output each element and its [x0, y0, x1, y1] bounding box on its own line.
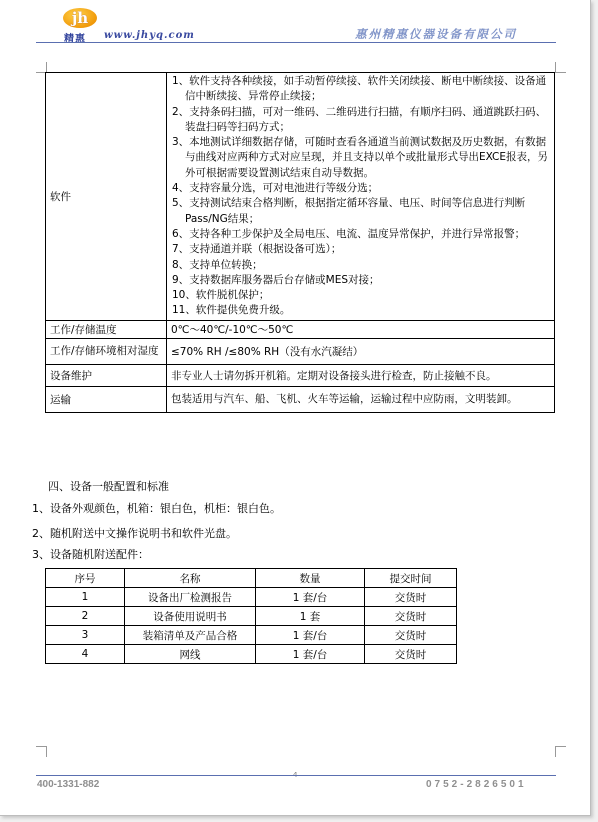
table-cell: 网线	[125, 645, 256, 664]
margin-mark-top-right	[555, 62, 566, 73]
table-cell: 4	[46, 645, 125, 664]
humidity-value: ≤70% RH /≤80% RH（没有水汽凝结）	[167, 338, 555, 364]
table-cell: 交货时	[365, 645, 457, 664]
temperature-value: 0℃～40℃/-10℃～50℃	[167, 320, 555, 338]
table-row	[46, 607, 457, 626]
software-item: 10、软件脱机保护；	[172, 289, 270, 302]
header-cell: 名称	[125, 569, 256, 588]
transport-label: 运输	[46, 386, 167, 412]
accessories-header-row	[46, 569, 457, 588]
logo-url: www.jhyq.com	[104, 30, 195, 41]
company-logo: jh	[63, 8, 97, 28]
software-item: 7、支持通道并联（根据设备可选）；	[172, 243, 342, 256]
table-cell: 1 套/台	[256, 626, 365, 645]
header-rule	[36, 42, 556, 43]
software-item: 9、支持数据库服务器后台存储或MES对接；	[172, 273, 380, 286]
software-item: 4、支持容量分选，可对电池进行等级分选；	[172, 182, 379, 195]
maintenance-label: 设备维护	[46, 364, 167, 386]
software-item: 11、软件提供免费升级。	[172, 304, 291, 317]
table-cell: 2	[46, 607, 125, 626]
config-line-3: 3、设备随机附送配件：	[32, 548, 149, 561]
hotline-number: 400-1331-882	[37, 779, 100, 790]
office-phone-number: 0752-2826501	[426, 779, 527, 790]
spec-table	[45, 72, 555, 413]
margin-mark-bottom-left	[36, 746, 47, 757]
table-row	[46, 645, 457, 664]
software-item: 3、本地测试详细数据存储，可随时查看各通道当前测试数据及历史数据，有数据与曲线对应两种方式对应呈现，并且支持以单个或批量形式导出EXCE报表，另外可根据需要设置测试结束自动导数据。	[172, 136, 549, 179]
footer-rule	[36, 775, 556, 776]
software-item: 8、支持单位转换；	[172, 258, 263, 271]
software-items	[167, 73, 555, 321]
header-cell: 提交时间	[365, 569, 457, 588]
maintenance-row	[46, 364, 555, 386]
header-cell: 序号	[46, 569, 125, 588]
temperature-row	[46, 320, 555, 338]
table-cell: 交货时	[365, 626, 457, 645]
transport-value: 包装适用与汽车、船、飞机、火车等运输，运输过程中应防雨，文明装卸。	[167, 386, 555, 412]
humidity-row	[46, 338, 555, 364]
config-line-1: 1、设备外观颜色，机箱：银白色，机柜：银白色。	[32, 502, 281, 515]
table-cell: 交货时	[365, 607, 457, 626]
humidity-label: 工作/存储环境相对湿度	[46, 338, 167, 364]
page-number: 4	[293, 771, 298, 779]
company-name: 惠州精惠仪器设备有限公司	[355, 27, 517, 41]
table-cell: 1 套/台	[256, 645, 365, 664]
transport-row	[46, 386, 555, 412]
config-line-2: 2、随机附送中文操作说明书和软件光盘。	[32, 527, 237, 540]
logo-name: 精惠	[64, 34, 86, 45]
table-cell: 1 套	[256, 607, 365, 626]
table-row	[46, 626, 457, 645]
table-cell: 设备出厂检测报告	[125, 588, 256, 607]
header-cell: 数量	[256, 569, 365, 588]
temperature-label: 工作/存储温度	[46, 320, 167, 338]
software-item: 5、支持测试结束合格判断，根据指定循环容量、电压、时间等信息进行判断Pass/NG结果；	[172, 197, 526, 225]
software-item: 6、支持各种工步保护及全局电压、电流、温度异常保护，并进行异常报警；	[172, 227, 526, 240]
software-item: 2、支持条码扫描，可对一维码、二维码进行扫描，有顺序扫码、通道跳跃扫码、装盘扫码等扫码方式；	[172, 105, 547, 133]
section-title: 四、设备一般配置和标准	[48, 480, 169, 493]
table-cell: 1 套/台	[256, 588, 365, 607]
table-row	[46, 588, 457, 607]
accessories-table	[45, 568, 457, 664]
software-item: 1、软件支持各种续接，如手动暂停续接、软件关闭续接、断电中断续接、设备通信中断续接、异常停止续接；	[172, 75, 547, 103]
margin-mark-bottom-right	[555, 746, 566, 757]
table-cell: 交货时	[365, 588, 457, 607]
table-cell: 设备使用说明书	[125, 607, 256, 626]
table-cell: 3	[46, 626, 125, 645]
software-row	[46, 73, 555, 321]
table-cell: 1	[46, 588, 125, 607]
software-label: 软件	[46, 73, 167, 321]
maintenance-value: 非专业人士请勿拆开机箱。定期对设备接头进行检查，防止接触不良。	[167, 364, 555, 386]
table-cell: 装箱清单及产品合格	[125, 626, 256, 645]
